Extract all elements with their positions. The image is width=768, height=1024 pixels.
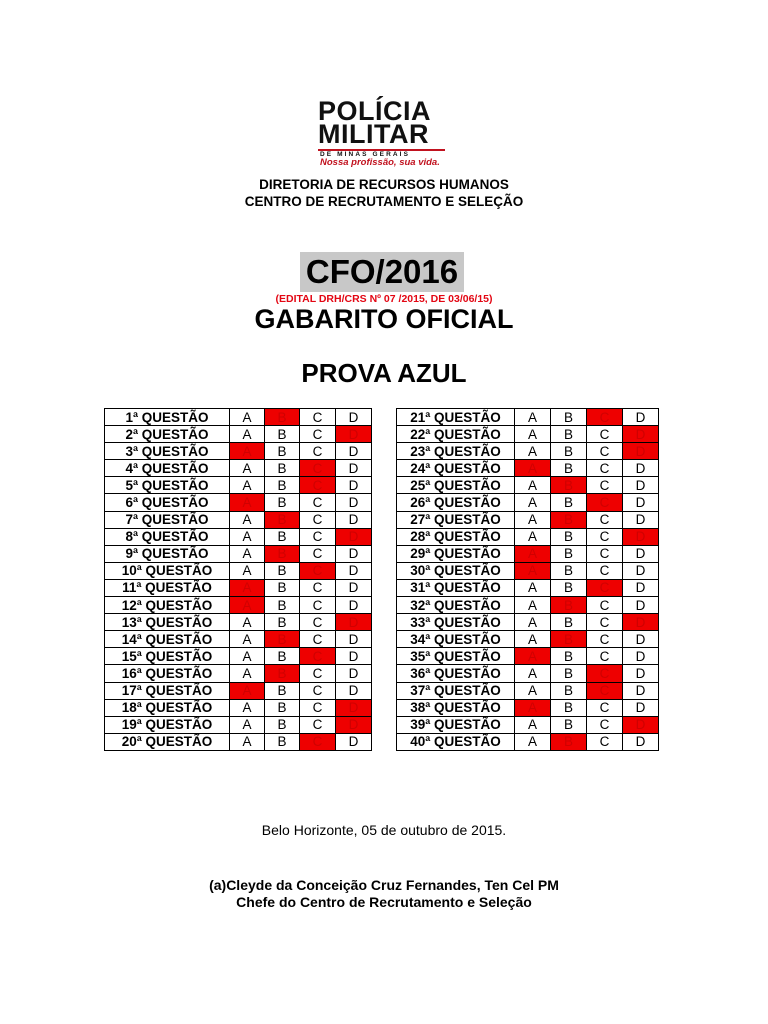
logo-subtitle: DE MINAS GERAIS [320,151,411,158]
correct-answer-cell: C [587,494,623,511]
option-c-cell: C [300,665,336,682]
question-label: 29ª QUESTÃO [397,545,515,562]
option-c-cell: C [587,597,623,614]
option-d-cell: D [623,733,659,750]
question-label: 32ª QUESTÃO [397,597,515,614]
question-label: 24ª QUESTÃO [397,460,515,477]
question-label: 30ª QUESTÃO [397,562,515,579]
table-row [105,511,372,528]
option-a-cell: A [515,494,551,511]
option-c-cell: C [300,494,336,511]
option-a-cell: A [515,409,551,426]
correct-answer-cell: A [230,443,265,460]
question-label: 23ª QUESTÃO [397,443,515,460]
option-d-cell: D [623,477,659,494]
option-a-cell: A [230,648,265,665]
correct-answer-cell: C [300,648,336,665]
table-row [105,579,372,596]
edital-reference: (EDITAL DRH/CRS Nº 07 /2015, DE 03/06/15) [275,293,493,305]
question-label: 1ª QUESTÃO [105,409,230,426]
table-row [397,460,659,477]
option-d-cell: D [623,460,659,477]
option-c-cell: C [587,716,623,733]
table-row [105,460,372,477]
option-d-cell: D [336,494,372,511]
question-label: 17ª QUESTÃO [105,682,230,699]
table-row [105,528,372,545]
question-label: 25ª QUESTÃO [397,477,515,494]
option-a-cell: A [230,562,265,579]
table-row [105,614,372,631]
table-row [105,716,372,733]
correct-answer-cell: D [336,426,372,443]
option-c-cell: C [587,733,623,750]
correct-answer-cell: D [336,716,372,733]
option-c-cell: C [587,460,623,477]
question-label: 9ª QUESTÃO [105,545,230,562]
question-label: 26ª QUESTÃO [397,494,515,511]
option-b-cell: B [551,528,587,545]
option-a-cell: A [230,528,265,545]
correct-answer-cell: D [336,699,372,716]
option-a-cell: A [230,665,265,682]
option-c-cell: C [587,614,623,631]
correct-answer-cell: B [265,631,300,648]
option-a-cell: A [230,511,265,528]
option-c-cell: C [300,614,336,631]
correct-answer-cell: A [515,562,551,579]
option-d-cell: D [336,597,372,614]
option-d-cell: D [623,545,659,562]
correct-answer-cell: D [623,716,659,733]
correct-answer-cell: D [623,614,659,631]
option-c-cell: C [300,528,336,545]
answer-table-left [104,408,372,751]
option-a-cell: A [230,545,265,562]
option-c-cell: C [587,477,623,494]
table-row [105,443,372,460]
table-row [105,409,372,426]
option-d-cell: D [336,579,372,596]
option-c-cell: C [300,597,336,614]
option-a-cell: A [515,528,551,545]
question-label: 18ª QUESTÃO [105,699,230,716]
correct-answer-cell: A [515,460,551,477]
option-d-cell: D [336,562,372,579]
option-c-cell: C [300,631,336,648]
option-a-cell: A [515,614,551,631]
option-b-cell: B [551,682,587,699]
option-b-cell: B [551,665,587,682]
signature-name: (a)Cleyde da Conceição Cruz Fernandes, Ten Cel PM [209,877,559,893]
correct-answer-cell: D [336,528,372,545]
option-b-cell: B [551,426,587,443]
pmmg-logo [318,96,448,168]
table-row [105,562,372,579]
table-row [397,597,659,614]
table-row [397,562,659,579]
option-a-cell: A [230,699,265,716]
table-row [397,682,659,699]
correct-answer-cell: B [265,665,300,682]
table-row [397,426,659,443]
question-label: 20ª QUESTÃO [105,733,230,750]
option-b-cell: B [265,614,300,631]
option-d-cell: D [336,682,372,699]
option-c-cell: C [300,409,336,426]
table-row [105,426,372,443]
option-a-cell: A [515,579,551,596]
question-label: 34ª QUESTÃO [397,631,515,648]
option-c-cell: C [300,699,336,716]
question-label: 3ª QUESTÃO [105,443,230,460]
option-b-cell: B [551,443,587,460]
table-row [397,409,659,426]
option-a-cell: A [515,631,551,648]
option-d-cell: D [623,682,659,699]
correct-answer-cell: A [230,597,265,614]
correct-answer-cell: A [515,699,551,716]
table-row [105,597,372,614]
table-row [397,545,659,562]
table-row [397,614,659,631]
correct-answer-cell: B [551,631,587,648]
option-b-cell: B [551,562,587,579]
option-b-cell: B [265,699,300,716]
option-a-cell: A [230,426,265,443]
correct-answer-cell: A [515,545,551,562]
question-label: 27ª QUESTÃO [397,511,515,528]
option-a-cell: A [230,477,265,494]
correct-answer-cell: B [551,597,587,614]
question-label: 28ª QUESTÃO [397,528,515,545]
question-label: 4ª QUESTÃO [105,460,230,477]
table-row [397,699,659,716]
table-row [397,511,659,528]
option-a-cell: A [230,614,265,631]
table-row [105,631,372,648]
correct-answer-cell: D [623,528,659,545]
question-label: 39ª QUESTÃO [397,716,515,733]
correct-answer-cell: C [300,460,336,477]
question-label: 40ª QUESTÃO [397,733,515,750]
question-label: 5ª QUESTÃO [105,477,230,494]
option-b-cell: B [551,494,587,511]
option-b-cell: B [551,579,587,596]
question-label: 6ª QUESTÃO [105,494,230,511]
option-c-cell: C [300,426,336,443]
correct-answer-cell: B [551,733,587,750]
table-row [397,443,659,460]
option-d-cell: D [336,460,372,477]
table-row [105,699,372,716]
option-a-cell: A [230,631,265,648]
option-d-cell: D [623,648,659,665]
table-row [397,477,659,494]
option-d-cell: D [623,579,659,596]
correct-answer-cell: C [587,409,623,426]
option-b-cell: B [551,409,587,426]
correct-answer-cell: C [587,579,623,596]
option-a-cell: A [515,477,551,494]
option-d-cell: D [623,562,659,579]
option-c-cell: C [587,426,623,443]
question-label: 22ª QUESTÃO [397,426,515,443]
correct-answer-cell: C [300,733,336,750]
table-row [105,733,372,750]
question-label: 8ª QUESTÃO [105,528,230,545]
correct-answer-cell: B [265,545,300,562]
correct-answer-cell: A [230,579,265,596]
option-a-cell: A [515,665,551,682]
option-b-cell: B [265,494,300,511]
table-row [397,579,659,596]
option-b-cell: B [551,648,587,665]
question-label: 11ª QUESTÃO [105,579,230,596]
option-a-cell: A [515,426,551,443]
option-a-cell: A [515,443,551,460]
option-b-cell: B [265,426,300,443]
option-d-cell: D [336,443,372,460]
correct-answer-cell: A [230,682,265,699]
exam-code: CFO/2016 [300,252,464,292]
option-b-cell: B [265,460,300,477]
question-label: 36ª QUESTÃO [397,665,515,682]
question-label: 15ª QUESTÃO [105,648,230,665]
question-label: 13ª QUESTÃO [105,614,230,631]
question-label: 33ª QUESTÃO [397,614,515,631]
correct-answer-cell: D [336,614,372,631]
table-row [397,528,659,545]
question-label: 2ª QUESTÃO [105,426,230,443]
table-row [397,631,659,648]
option-d-cell: D [623,665,659,682]
option-a-cell: A [230,733,265,750]
option-b-cell: B [265,682,300,699]
option-c-cell: C [587,528,623,545]
table-row [397,648,659,665]
option-d-cell: D [336,631,372,648]
option-b-cell: B [265,716,300,733]
option-b-cell: B [551,699,587,716]
option-c-cell: C [587,562,623,579]
option-b-cell: B [265,477,300,494]
option-d-cell: D [336,733,372,750]
option-b-cell: B [551,614,587,631]
option-b-cell: B [265,733,300,750]
option-d-cell: D [336,648,372,665]
option-d-cell: D [623,597,659,614]
logo-line1: POLÍCIA [318,96,432,126]
question-label: 19ª QUESTÃO [105,716,230,733]
option-c-cell: C [587,699,623,716]
question-label: 35ª QUESTÃO [397,648,515,665]
place-date: Belo Horizonte, 05 de outubro de 2015. [261,822,507,838]
option-a-cell: A [515,682,551,699]
option-b-cell: B [551,716,587,733]
logo-line2: MILITAR [318,119,429,149]
question-label: 16ª QUESTÃO [105,665,230,682]
table-row [105,494,372,511]
option-c-cell: C [300,579,336,596]
correct-answer-cell: C [587,682,623,699]
option-c-cell: C [587,443,623,460]
question-label: 31ª QUESTÃO [397,579,515,596]
table-row [105,682,372,699]
option-d-cell: D [623,699,659,716]
page-title: GABARITO OFICIAL [254,304,514,334]
option-c-cell: C [300,682,336,699]
option-b-cell: B [265,648,300,665]
option-b-cell: B [551,460,587,477]
question-label: 7ª QUESTÃO [105,511,230,528]
correct-answer-cell: C [300,477,336,494]
option-a-cell: A [515,716,551,733]
option-a-cell: A [515,511,551,528]
option-a-cell: A [230,460,265,477]
option-b-cell: B [265,443,300,460]
correct-answer-cell: D [623,443,659,460]
option-d-cell: D [336,545,372,562]
correct-answer-cell: D [623,426,659,443]
option-c-cell: C [587,511,623,528]
option-d-cell: D [336,511,372,528]
option-c-cell: C [300,716,336,733]
option-c-cell: C [300,443,336,460]
option-d-cell: D [623,631,659,648]
option-d-cell: D [623,494,659,511]
question-label: 12ª QUESTÃO [105,597,230,614]
table-row [397,494,659,511]
option-d-cell: D [623,409,659,426]
option-c-cell: C [587,648,623,665]
correct-answer-cell: A [515,648,551,665]
option-c-cell: C [587,545,623,562]
exam-version: PROVA AZUL [301,358,467,388]
correct-answer-cell: B [551,511,587,528]
table-row [397,665,659,682]
department-title: DIRETORIA DE RECURSOS HUMANOS [259,177,509,192]
option-d-cell: D [336,665,372,682]
question-label: 38ª QUESTÃO [397,699,515,716]
correct-answer-cell: A [230,494,265,511]
question-label: 14ª QUESTÃO [105,631,230,648]
option-b-cell: B [265,597,300,614]
option-b-cell: B [265,562,300,579]
question-label: 10ª QUESTÃO [105,562,230,579]
table-row [397,716,659,733]
option-a-cell: A [230,409,265,426]
signature-role: Chefe do Centro de Recrutamento e Seleção [236,894,532,910]
option-a-cell: A [515,733,551,750]
answer-table-right [396,408,659,751]
option-b-cell: B [551,545,587,562]
correct-answer-cell: B [265,409,300,426]
table-row [105,648,372,665]
correct-answer-cell: B [265,511,300,528]
logo-tagline: Nossa profissão, sua vida. [320,157,440,168]
correct-answer-cell: C [587,665,623,682]
option-b-cell: B [265,528,300,545]
option-a-cell: A [515,597,551,614]
option-d-cell: D [336,477,372,494]
table-row [397,733,659,750]
center-title: CENTRO DE RECRUTAMENTO E SELEÇÃO [244,194,524,209]
table-row [105,545,372,562]
option-c-cell: C [587,631,623,648]
question-label: 37ª QUESTÃO [397,682,515,699]
option-d-cell: D [623,511,659,528]
table-row [105,477,372,494]
correct-answer-cell: C [300,562,336,579]
question-label: 21ª QUESTÃO [397,409,515,426]
option-c-cell: C [300,511,336,528]
option-b-cell: B [265,579,300,596]
option-a-cell: A [230,716,265,733]
correct-answer-cell: B [551,477,587,494]
option-d-cell: D [336,409,372,426]
table-row [105,665,372,682]
option-c-cell: C [300,545,336,562]
